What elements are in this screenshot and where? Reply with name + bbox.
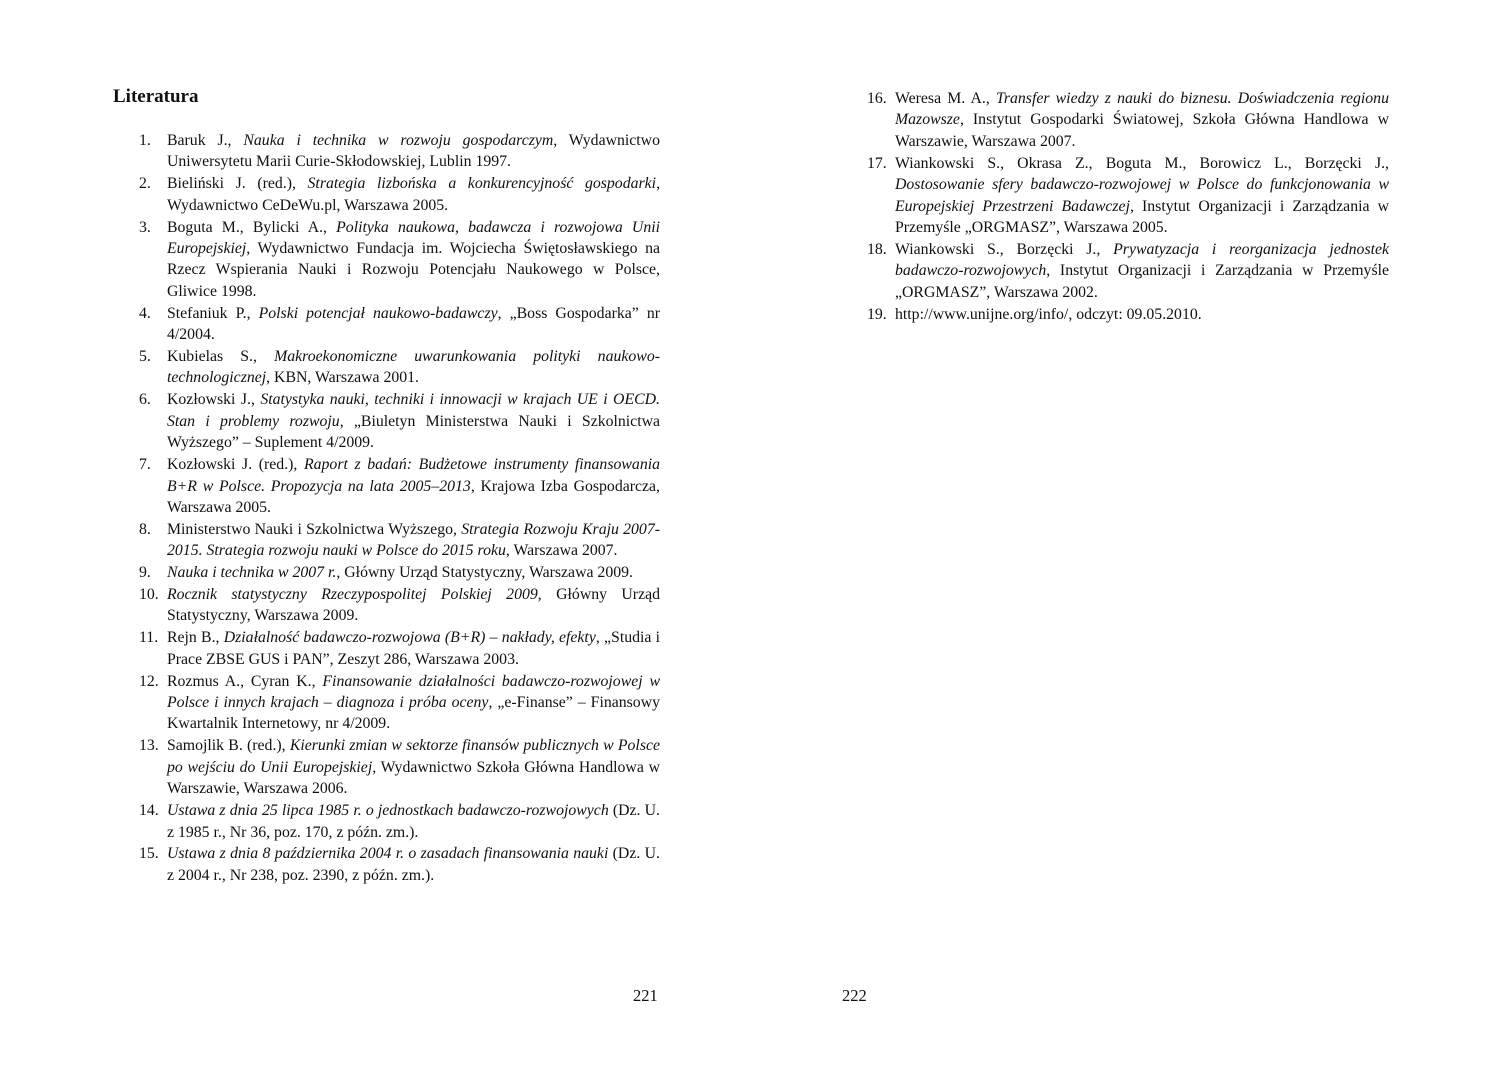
reference-title: Kierunki zmian w sektorze finansów publicznych w Polsce po wejściu do Unii Europejskiej: [167, 737, 660, 776]
reference-details: , Główny Urząd Statystyczny, Warszawa 2009.: [336, 564, 633, 582]
right-page: [750, 0, 1500, 1068]
reference-title: Ustawa z dnia 8 października 2004 r. o zasadach finansowania nauki: [167, 845, 609, 863]
reference-title: Nauka i technika w 2007 r.: [167, 564, 337, 582]
reference-details: (Dz. U. z 2004 r., Nr 238, poz. 2390, z późn. zm.).: [167, 845, 660, 884]
reference-title: Działalność badawczo-rozwojowa (B+R) – nakłady, efekty: [223, 629, 596, 647]
reference-authors: Bieliński J. (red.),: [167, 175, 308, 193]
reference-authors: Stefaniuk P.,: [167, 304, 259, 322]
reference-number: 10.: [139, 586, 159, 604]
reference-authors: Baruk J.,: [167, 132, 244, 149]
reference-title: Rocznik statystyczny Rzeczypospolitej Polskiej 2009: [167, 586, 538, 604]
reference-number: 19.: [867, 305, 887, 323]
reference-number: 14.: [139, 802, 159, 820]
reference-details: (Dz. U. z 1985 r., Nr 36, poz. 170, z późn. zm.).: [167, 802, 660, 841]
reference-authors: Rozmus A., Cyran K.,: [167, 672, 323, 690]
reference-title: Strategia lizbońska a konkurencyjność gospodarki: [307, 175, 657, 193]
reference-details: , Wydawnictwo Szkoła Główna Handlowa w Warszawie, Warszawa 2006.: [167, 758, 660, 798]
reference-details: , Wydawnictwo CeDeWu.pl, Warszawa 2005.: [167, 175, 661, 214]
reference-details: http://www.unijne.org/info/, odczyt: 09.05.2010.: [895, 305, 1202, 323]
reference-authors: Weresa M. A.,: [895, 90, 996, 107]
reference-details: , Instytut Organizacji i Zarządzania w Przemyśle „ORGMASZ”, Warszawa 2002.: [895, 262, 1389, 301]
reference-item: [139, 303, 660, 346]
reference-title: Polityka naukowa, badawcza i rozwojowa Unii Europejskiej: [167, 218, 660, 258]
reference-authors: Kozłowski J.,: [167, 391, 261, 409]
reference-authors: Ministerstwo Nauki i Szkolnictwa Wyższego,: [167, 520, 462, 538]
reference-item: [139, 346, 660, 389]
reference-item: [139, 800, 660, 843]
reference-authors: Rejn B.,: [167, 629, 224, 647]
reference-item: [139, 627, 660, 670]
reference-details: , Krajowa Izba Gospodarcza, Warszawa 2005.: [167, 477, 660, 516]
reference-details: , Instytut Gospodarki Światowej, Szkoła Główna Handlowa w Warszawie, Warszawa 2007.: [895, 111, 1389, 150]
reference-details: , Wydawnictwo Fundacja im. Wojciecha Świętosławskiego na Rzecz Wspierania Nauki i Rozwoju Potencjału Naukowego w Polsce, Gliwice 1998.: [167, 240, 660, 300]
reference-title: Polski potencjał naukowo-badawczy: [258, 304, 498, 322]
page-number-right: 222: [842, 986, 867, 1005]
reference-details: , „e-Finanse” – Finansowy Kwartalnik Internetowy, nr 4/2009.: [167, 694, 660, 733]
reference-number: 18.: [867, 240, 887, 258]
reference-number: 15.: [139, 845, 159, 863]
reference-authors: Kozłowski J. (red.),: [167, 456, 304, 474]
reference-title: Ustawa z dnia 25 lipca 1985 r. o jednostkach badawczo-rozwojowych: [167, 802, 609, 820]
reference-number: 9.: [139, 564, 151, 582]
bibliography-heading: Literatura: [113, 86, 199, 107]
reference-item: [867, 239, 1389, 303]
reference-title: Strategia Rozwoju Kraju 2007-2015. Strategia rozwoju nauki w Polsce do 2015 roku: [167, 520, 660, 560]
reference-authors: Boguta M., Bylicki A.,: [167, 218, 337, 236]
reference-details: , KBN, Warszawa 2001.: [266, 369, 420, 387]
reference-item: [139, 217, 660, 303]
reference-item: [139, 389, 660, 453]
reference-item: [139, 671, 660, 735]
reference-list-left: [139, 130, 660, 887]
reference-title: Transfer wiedzy z nauki do biznesu. Doświadczenia regionu Mazowsze: [895, 90, 1389, 129]
reference-item: [139, 584, 660, 627]
reference-details: , Główny Urząd Statystyczny, Warszawa 2009.: [167, 586, 660, 625]
reference-number: 11.: [139, 629, 159, 647]
reference-item: [139, 843, 660, 886]
reference-title: Nauka i technika w rozwoju gospodarczym: [243, 132, 554, 149]
page-number-left: 221: [633, 986, 658, 1005]
reference-item: [139, 454, 660, 518]
reference-number: 6.: [139, 391, 151, 409]
reference-number: 16.: [867, 90, 887, 107]
reference-details: , Instytut Organizacji i Zarządzania w Przemyśle „ORGMASZ”, Warszawa 2005.: [895, 197, 1389, 236]
reference-title: Prywatyzacja i reorganizacja jednostek badawczo-rozwojowych: [895, 240, 1390, 280]
reference-item: [867, 88, 1389, 152]
reference-title: Finansowanie działalności badawczo-rozwojowej w Polsce i innych krajach – diagnoza i próba oceny: [167, 672, 660, 712]
reference-item: [867, 153, 1389, 239]
reference-title: Makroekonomiczne uwarunkowania polityki naukowo-technologicznej: [167, 348, 660, 387]
reference-authors: Kubielas S.,: [167, 348, 275, 366]
reference-item: [867, 304, 1389, 325]
reference-authors: Wiankowski S., Okrasa Z., Boguta M., Borowicz L., Borzęcki J.,: [895, 154, 1389, 172]
reference-item: [139, 130, 660, 173]
reference-item: [139, 735, 660, 799]
reference-number: 3.: [139, 218, 151, 236]
reference-number: 4.: [139, 304, 151, 322]
reference-number: 1.: [139, 132, 151, 149]
reference-title: Dostosowanie sfery badawczo-rozwojowej w Polsce do funkcjonowania w Europejskiej Przestrzeni Badawczej: [895, 176, 1389, 215]
reference-number: 13.: [139, 737, 159, 755]
reference-item: [139, 562, 660, 583]
reference-title: Statystyka nauki, techniki i innowacji w krajach UE i OECD. Stan i problemy rozwoju: [167, 391, 660, 430]
reference-number: 12.: [139, 672, 159, 690]
reference-item: [139, 173, 660, 216]
reference-title: Raport z badań: Budżetowe instrumenty finansowania B+R w Polsce. Propozycja na lata 2005–2013: [167, 456, 660, 495]
reference-list-right: [867, 88, 1389, 325]
reference-authors: Wiankowski S., Borzęcki J.,: [895, 240, 1114, 258]
reference-details: , „Biuletyn Ministerstwa Nauki i Szkolnictwa Wyższego” – Suplement 4/2009.: [167, 412, 661, 452]
reference-number: 2.: [139, 175, 151, 193]
reference-details: , Wydawnictwo Uniwersytetu Marii Curie-Skłodowskiej, Lublin 1997.: [167, 132, 660, 171]
reference-authors: Samojlik B. (red.),: [167, 737, 290, 755]
reference-item: [139, 519, 660, 562]
reference-number: 8.: [139, 520, 151, 538]
reference-number: 17.: [867, 154, 887, 172]
reference-number: 5.: [139, 348, 151, 366]
reference-number: 7.: [139, 456, 151, 474]
reference-details: , „Boss Gospodarka” nr 4/2004.: [167, 304, 660, 344]
reference-details: , „Studia i Prace ZBSE GUS i PAN”, Zeszyt 286, Warszawa 2003.: [167, 629, 661, 668]
reference-details: , Warszawa 2007.: [505, 542, 618, 560]
